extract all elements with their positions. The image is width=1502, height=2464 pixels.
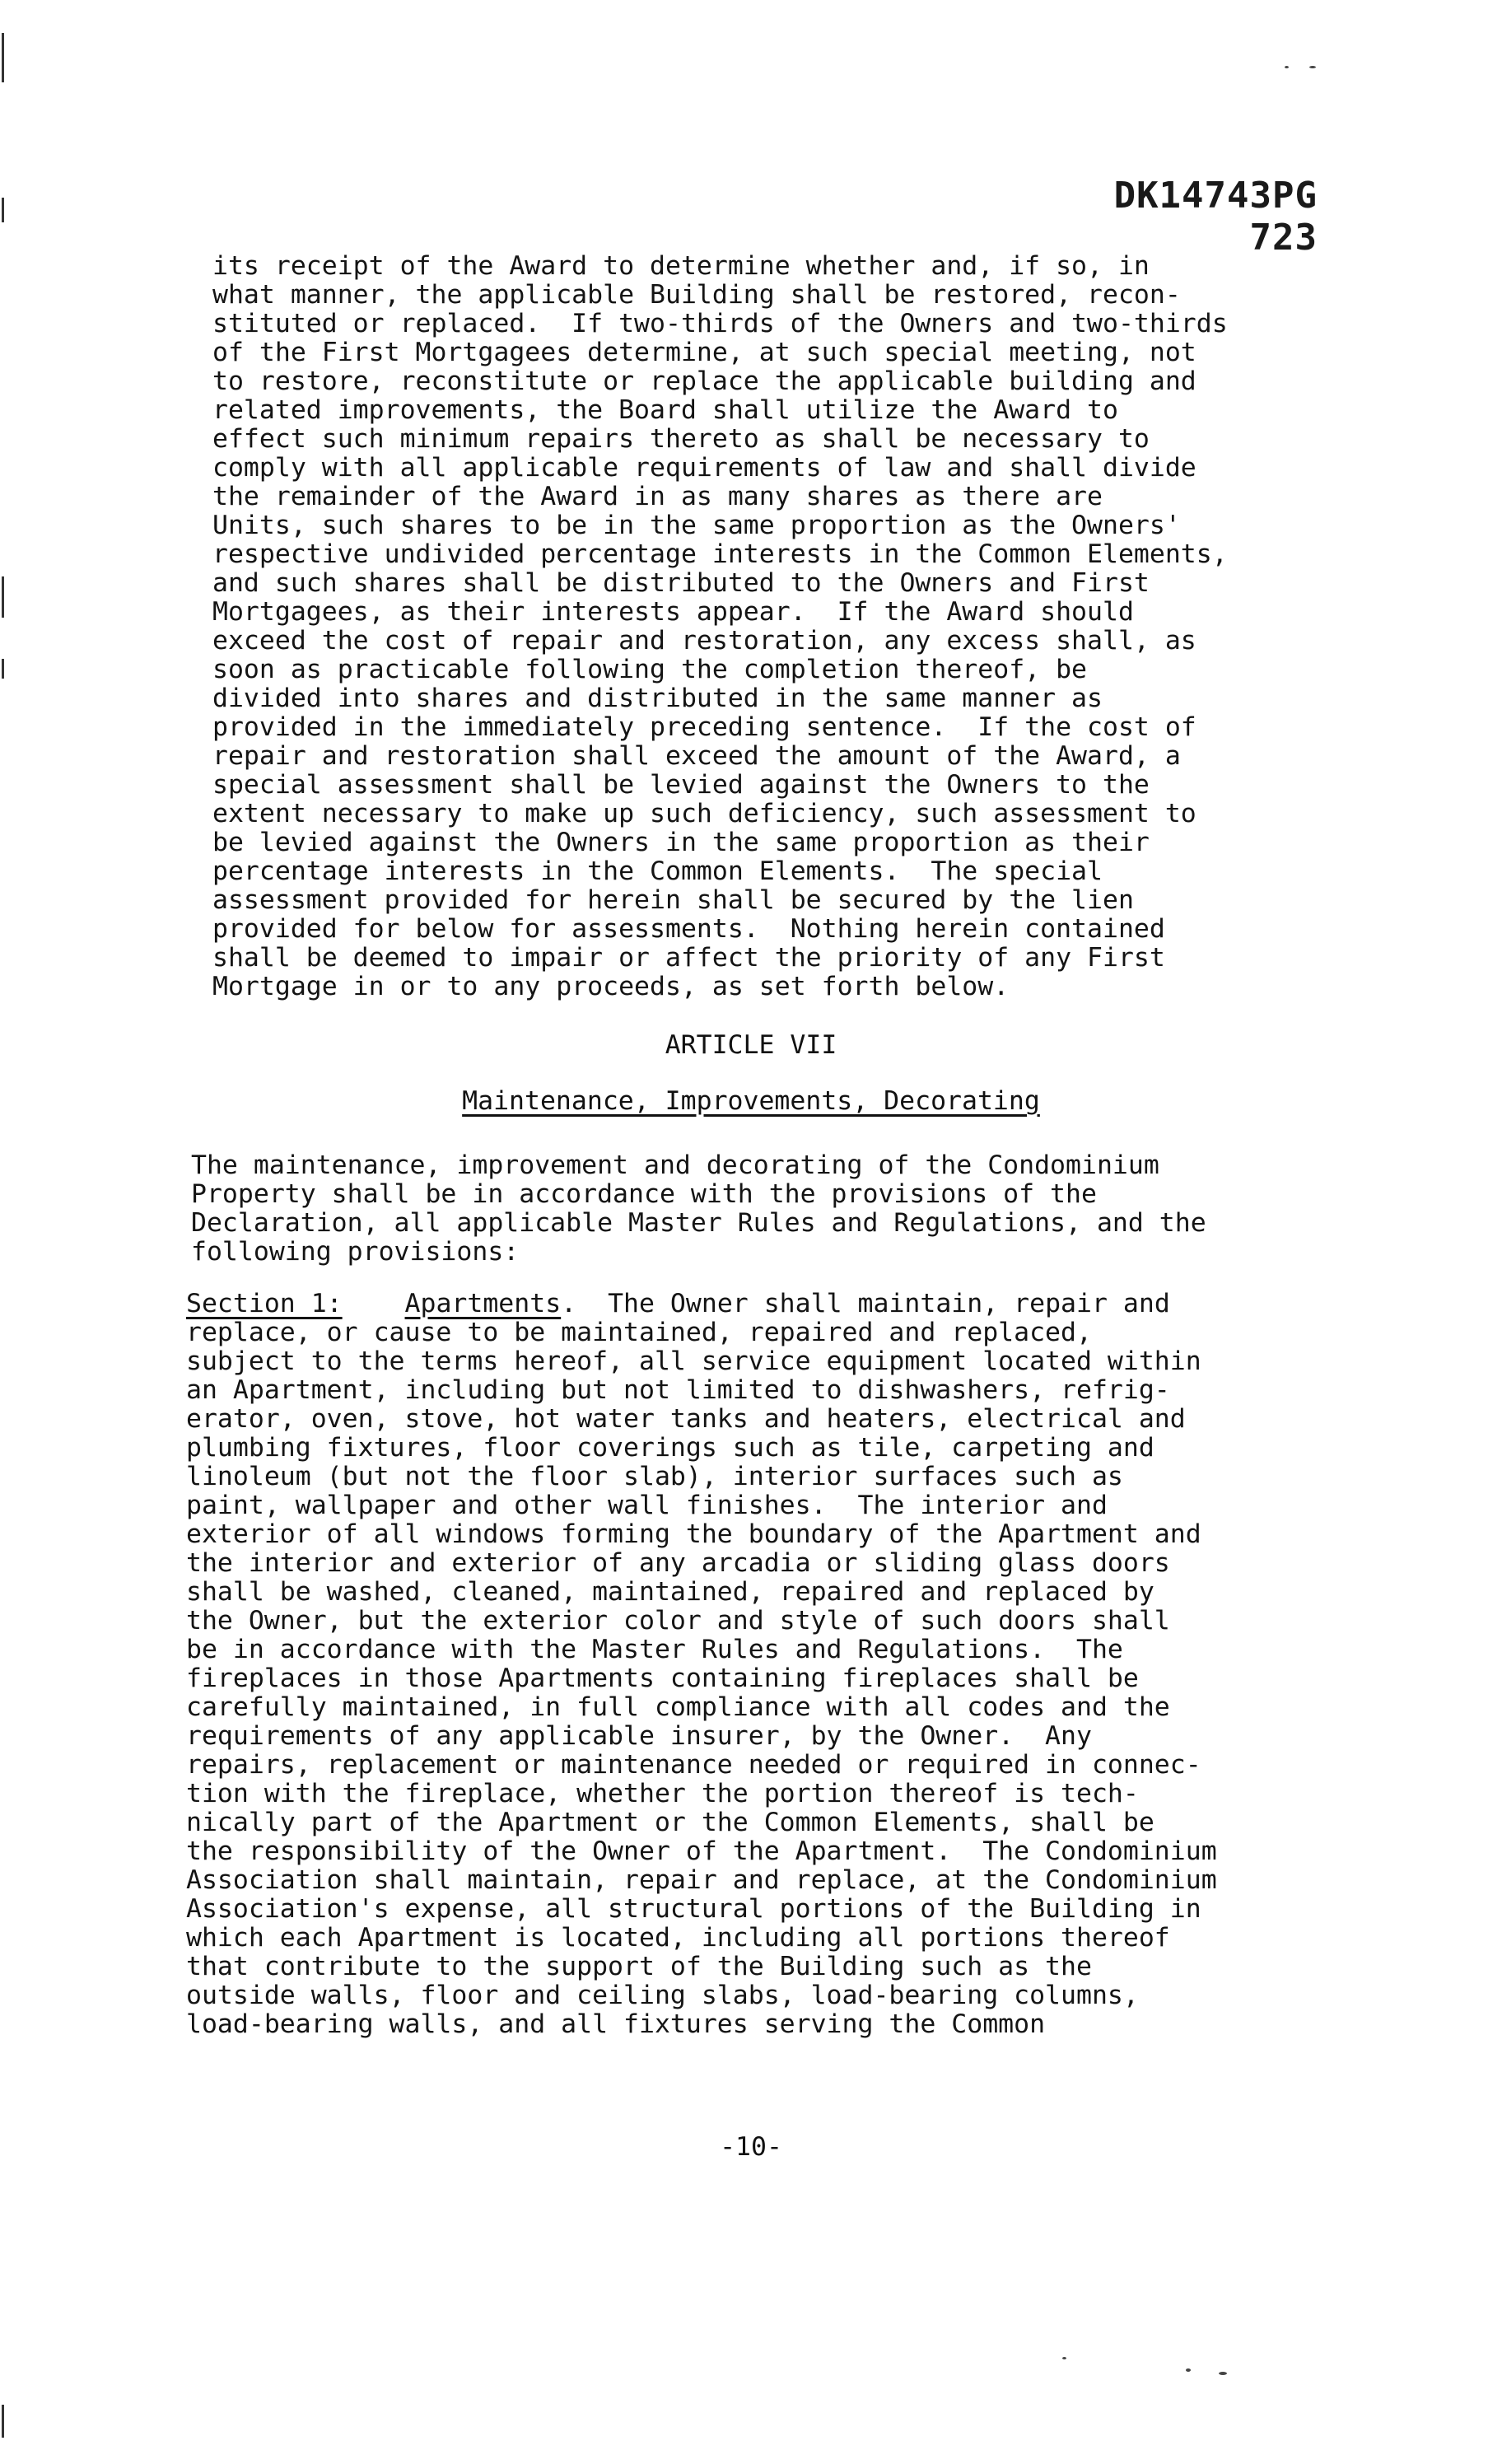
text-line: exterior of all windows forming the boundary of the Apartment and bbox=[186, 1519, 1201, 1549]
text-line: following provisions: bbox=[191, 1237, 520, 1267]
text-line: of the First Mortgagees determine, at such special meeting, not bbox=[212, 338, 1196, 367]
scan-speck bbox=[1186, 2368, 1191, 2372]
text-line: an Apartment, including but not limited to dishwashers, refrig- bbox=[186, 1375, 1170, 1405]
text-line: the remainder of the Award in as many shares as there are bbox=[212, 482, 1103, 511]
text-line: extent necessary to make up such deficiency, such assessment to bbox=[212, 799, 1196, 828]
page-number: -10- bbox=[720, 2132, 782, 2162]
text-line: outside walls, floor and ceiling slabs, load-bearing columns, bbox=[186, 1981, 1139, 2010]
text-line: respective undivided percentage interests in the Common Elements, bbox=[212, 539, 1228, 569]
text-line: Property shall be in accordance with the provisions of the bbox=[191, 1179, 1097, 1209]
text-line: which each Apartment is located, including all portions thereof bbox=[186, 1923, 1170, 1953]
article-heading: ARTICLE VII bbox=[665, 1030, 837, 1060]
text-line: subject to the terms hereof, all service equipment located within bbox=[186, 1346, 1201, 1376]
text-line: replace, or cause to be maintained, repaired and replaced, bbox=[186, 1318, 1092, 1347]
text-line: be levied against the Owners in the same proportion as their bbox=[212, 828, 1150, 857]
paragraph-award-distribution bbox=[212, 252, 1228, 1001]
text-line: paint, wallpaper and other wall finishes. The interior and bbox=[186, 1491, 1108, 1520]
scan-speck bbox=[1309, 66, 1316, 68]
text-line: load-bearing walls, and all fixtures serving the Common bbox=[186, 2009, 1046, 2039]
text-line: shall be deemed to impair or affect the priority of any First bbox=[212, 943, 1165, 973]
text-line: percentage interests in the Common Elements. The special bbox=[212, 856, 1103, 886]
text-line: linoleum (but not the floor slab), interior surfaces such as bbox=[186, 1462, 1123, 1491]
paragraph-maintenance-intro bbox=[191, 1151, 1206, 1267]
text-line: effect such minimum repairs thereto as shall be necessary to bbox=[212, 424, 1150, 454]
text-line: to restore, reconstitute or replace the applicable building and bbox=[212, 366, 1196, 396]
text-line: repairs, replacement or maintenance needed or required in connec- bbox=[186, 1750, 1201, 1780]
book-page-reference: DK14743PG 723 bbox=[1113, 175, 1318, 259]
scan-speck bbox=[1219, 2372, 1227, 2375]
text-line: requirements of any applicable insurer, by the Owner. Any bbox=[186, 1721, 1092, 1751]
section-label: Section 1: bbox=[186, 1289, 343, 1318]
text-line: related improvements, the Board shall utilize the Award to bbox=[212, 395, 1118, 425]
text-line: Units, such shares to be in the same proportion as the Owners' bbox=[212, 511, 1181, 540]
text-line: Association's expense, all structural portions of the Building in bbox=[186, 1894, 1201, 1924]
text-line: be in accordance with the Master Rules and Regulations. The bbox=[186, 1635, 1123, 1664]
text-line: soon as practicable following the completion thereof, be bbox=[212, 655, 1088, 684]
text-line: tion with the fireplace, whether the portion thereof is tech- bbox=[186, 1779, 1139, 1808]
text-line: what manner, the applicable Building shall be restored, recon- bbox=[212, 280, 1181, 310]
article-title bbox=[0, 1087, 1502, 1116]
text-line: shall be washed, cleaned, maintained, repaired and replaced by bbox=[186, 1577, 1154, 1607]
text-line: The maintenance, improvement and decorating of the Condominium bbox=[191, 1150, 1159, 1180]
text-line: its receipt of the Award to determine whether and, if so, in bbox=[212, 251, 1150, 281]
text-line: Declaration, all applicable Master Rules and Regulations, and the bbox=[191, 1208, 1206, 1238]
section-first-line: . The Owner shall maintain, repair and bbox=[561, 1289, 1170, 1318]
text-line: repair and restoration shall exceed the amount of the Award, a bbox=[212, 741, 1181, 771]
text-line: erator, oven, stove, hot water tanks and heaters, electrical and bbox=[186, 1404, 1186, 1434]
text-line: Mortgage in or to any proceeds, as set forth below. bbox=[212, 972, 1010, 1001]
text-line: comply with all applicable requirements of law and shall divide bbox=[212, 453, 1196, 483]
text-line: nically part of the Apartment or the Common Elements, shall be bbox=[186, 1808, 1154, 1837]
text-line: Mortgagees, as their interests appear. If the Award should bbox=[212, 597, 1134, 627]
text-line: provided in the immediately preceding sentence. If the cost of bbox=[212, 712, 1196, 742]
text-line: the Owner, but the exterior color and style of such doors shall bbox=[186, 1606, 1170, 1636]
text-line: and such shares shall be distributed to the Owners and First bbox=[212, 568, 1150, 598]
section-title: Apartments bbox=[404, 1289, 562, 1318]
text-line: Association shall maintain, repair and replace, at the Condominium bbox=[186, 1865, 1217, 1895]
text-line: special assessment shall be levied against the Owners to the bbox=[212, 770, 1150, 800]
section-1-apartments bbox=[186, 1290, 1217, 2039]
text-line: divided into shares and distributed in the same manner as bbox=[212, 684, 1103, 713]
text-line: stituted or replaced. If two-thirds of the Owners and two-thirds bbox=[212, 309, 1228, 338]
text-line: assessment provided for herein shall be secured by the lien bbox=[212, 885, 1134, 915]
scan-speck bbox=[1285, 66, 1289, 68]
scan-edge-artifact bbox=[0, 0, 15, 2464]
text-line: the responsibility of the Owner of the Apartment. The Condominium bbox=[186, 1836, 1217, 1866]
article-title-text: Maintenance, Improvements, Decorating bbox=[462, 1086, 1040, 1116]
section-body bbox=[186, 1318, 1217, 2039]
text-line: carefully maintained, in full compliance with all codes and the bbox=[186, 1692, 1170, 1722]
scan-speck bbox=[1062, 2357, 1066, 2359]
text-line: the interior and exterior of any arcadia or sliding glass doors bbox=[186, 1548, 1170, 1578]
text-line: plumbing fixtures, floor coverings such as tile, carpeting and bbox=[186, 1433, 1154, 1463]
text-line: exceed the cost of repair and restoration, any excess shall, as bbox=[212, 626, 1196, 656]
text-line: fireplaces in those Apartments containing fireplaces shall be bbox=[186, 1664, 1139, 1693]
text-line: that contribute to the support of the Building such as the bbox=[186, 1952, 1092, 1981]
text-line: provided for below for assessments. Nothing herein contained bbox=[212, 914, 1165, 944]
